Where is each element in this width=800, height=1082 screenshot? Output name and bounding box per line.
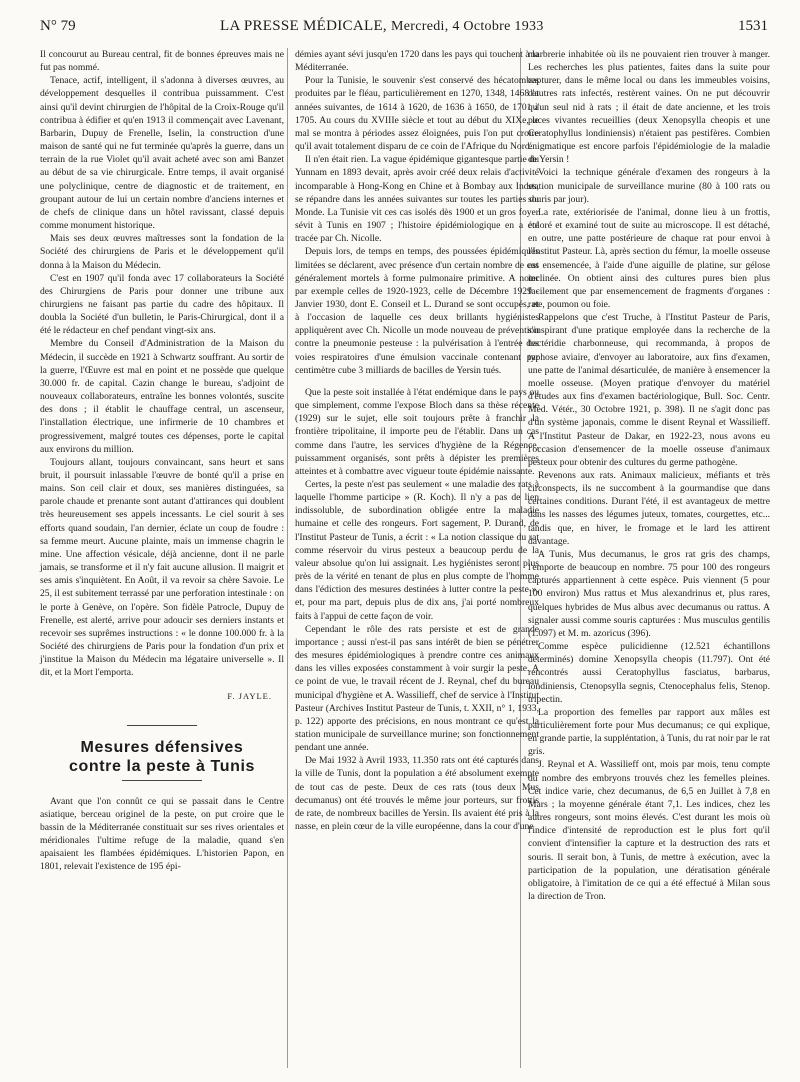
article-title [40,738,284,776]
column-2 [295,48,539,833]
paragraph: Pour la Tunisie, le souvenir s'est conservé des hécatombes produites par le fléau, particulièrement en 1270, 1348, 1468 et années suivantes, de 1614 à 1620, de 1636 à 1650, de 1701 à 1705. Au cours du XVIIIe siècle et tout au début du XIXe, le mal se montra à périodes assez éloignées, puis l'on put croire qu'il avait totalement disparu de ce coin de l'Afrique du Nord. [295,75,539,153]
column-divider [287,48,288,1068]
issue-number: N° 79 [40,18,76,34]
paragraph: Il concourut au Bureau central, fit de bonnes épreuves mais ne fut pas nommé. [40,49,284,74]
paragraph: Depuis lors, de temps en temps, des poussées épidémiques limitées se déclarent, avec présence d'un certain nombre de cas généralement mortels à forme pulmonaire primitive. A noter par exemple celles de 1920-1923, celle de Décembre 1929 - Janvier 1930, dont E. Conseil et L. Durand se sont occupés, et à l'occasion de laquelle ces deux brillants hygiénistes appliquèrent avec Ch. Nicolle un mode nouveau de prévention contre la pneumonie pesteuse : la pulvérisation à l'entrée des voies respiratoires d'une émulsion vaccinale contenant par centimètre cube 3 milliards de bacilles de Yersin tués. [295,246,539,376]
paragraph: marbrerie inhabitée où ils ne pouvaient rien trouver à manger. Les recherches les plus patientes, faites dans la suite pour capturer, dans le même local ou dans les immeubles voisins, d'autres rats infectés, restèrent vaines. On ne put découvrir qu'un seul nid à rats ; il était de date ancienne, et les trois puces vivantes recueillies (deux Xenopsylla cheopis et une Ceratophyllus londiniensis) n'étaient pas pestifères. Combien énigmatique est encore parfois l'épidémiologie de la maladie de Yersin ! [528,49,770,166]
section-separator [127,725,197,726]
paragraph: A Tunis, Mus decumanus, le gros rat gris des champs, l'emporte de beaucoup en nombre. 75 pour 100 des rongeurs capturés appartiennent à cette espèce. Puis viennent (5 pour 100 environ) Mus rattus et Mus alexandrinus et, plus rares, quelques hybrides de Mus albus avec decumanus ou rattus. A signaler aussi comme souris capturées : Mus musculus gentilis (1.097) et M. m. azoricus (396). [528,548,770,639]
paragraph: Revenons aux rats. Animaux malicieux, méfiants et très circonspects, ils ne succombent à la gourmandise que dans certaines conditions. Durant l'été, il est avantageux de mettre dans les nasses des légumes juteux, tomates, courgettes, etc... tandis que, en hiver, le fromage et le lard les attirent davantage. [528,470,770,547]
paragraph: La rate, extériorisée de l'animal, donne lieu à un frottis, coloré et examiné tout de suite au microscope. Il est détaché, en outre, une patte postérieure de chaque rat pour envoi à l'Institut Pasteur. Là, après section du fémur, la moelle osseuse est ensemencée, à l'aide d'une aiguille de platine, sur gélose inclinée. On obtient ainsi des cultures pures bien plus facilement que par ensemencement de fragments d'organes : rate, poumon ou foie. [528,206,770,310]
paragraph: Avant que l'on connût ce qui se passait dans le Centre asiatique, berceau originel de la peste, on put croire que le bassin de la Méditerranée constituait sur ses rives orientales et méridionales l'ultime refuge de la maladie, quand s'en apaisaient les flambées épidémiques. L'historien Papon, en 1801, relevait l'existence de 195 épi- [40,795,284,873]
paragraph: Il n'en était rien. La vague épidémique gigantesque partie du Yunnam en 1893 devait, après avoir créé deux relais d'activité incomparable à Hong-Kong en Chine et à Bombay aux Indes, se répandre dans les années suivantes sur toutes les parties du Monde. La Tunisie vit ces cas isolés dès 1900 et un gros foyer sévit à Tunis en 1907 ; l'histoire épidémiologique en a été tracée par Ch. Nicolle. [295,154,539,245]
paragraph: Tenace, actif, intelligent, il s'adonna à diverses œuvres, au développement desquelles il contribua puissamment. C'est ainsi qu'il devint chirurgien de l'hôpital de la Croix-Rouge qu'il contribua à édifier et qu'en 1913 il commençait avec Lavenant, Barbarin, Dupuy de Frenelle, Iselin, la construction d'une maison de santé qui ne fut terminée qu'après la guerre, dans un terrain de la rue Violet qu'il avait acheté avec son ami Banzet au début de sa vie chirurgicale. Entre temps, il avait organisé une polyclinique, centre de diagnostic et de traitement, en groupant autour de lui un certain nombre d'anciens internes et de chefs de clinique dans un hôtel ravissant, classé depuis comme monument historique. [40,75,284,232]
paragraph: Voici la technique générale d'examen des rongeurs à la station municipale de surveillance murine (80 à 100 rats ou souris par jour). [528,167,770,205]
column-3 [528,48,770,903]
paragraph: C'est en 1907 qu'il fonda avec 17 collaborateurs la Société des Chirurgiens de Paris pour donner une tribune aux chirurgiens ne faisant pas partie du cadre des hôpitaux. Il doubla la Société d'un bulletin, le Paris-Chirurgical, dont il a été le rédacteur en chef pendant vingt-six ans. [40,272,284,337]
paragraph: Toujours allant, toujours convaincant, sans heurt et sans bruit, il poursuit inlassable l'œuvre de bonté qu'il a prise en mains. Son ceil clair et doux, ses manières distinguées, sa parole chaude et prenante sont autant d'attirances qui doublent très heureusement ses appels incessants. Le ciel sourit à ses efforts quand soudain, l'an dernier, éclate un coup de foudre : sa femme meurt. Aucune plainte, mais un immense chagrin le mine. Une affection vésicale, déjà ancienne, dont il ne parle jamais, se transforme et il n'y fait aucune allusion. Il maigrit et ses amis s'inquiètent. En Août, il va revoir sa chère Savoie. Le 25, il est subitement terrassé par une perforation intestinale : on le porte à Genève, on l'opère. Son fidèle Patrocle, Dupuy de Frenelle, est alerté, arrive pour adoucir ses derniers instants et recevoir ses suprêmes instructions : « le donne 100.000 fr. à la Société des chirurgiens de Paris pour la fondation d'un prix et j'institue la Maison du Médecin ma légataire universelle ». Il dit, et la Mort l'emporta. [40,456,284,679]
paragraph: La proportion des femelles par rapport aux mâles est particulièrement forte pour Mus decumanus; ce qui explique, en grande partie, la suppléntation, à Tunis, du rat noir par le rat gris. [528,706,770,758]
paragraph: Que la peste soit installée à l'état endémique dans le pays ou que simplement, comme l'expose Bloch dans sa thèse récente (1929) sur le sujet, elle soit toujours prête à franchir la frontière tripolitaine, il importe peu de l'établir. Dans un cas comme dans l'autre, les services d'hygiène de la Régence, puissamment organisés, sont prêts à dépister les premières atteintes et à combattre avec vigueur toute épidémie naissante. [295,386,539,477]
paragraph: J. Reynal et A. Wassilieff ont, mois par mois, tenu compte du nombre des embryons trouvés chez les femelles pleines. Cet indice varie, chez decumanus, de 6,5 en Juillet à 7,8 en Mars ; la moyenne générale étant 7,1. Les indices, chez les autres rongeurs, sont moins élevés. C'est durant les mois où l'indice d'intensité de reproduction est le plus fort qu'il convient d'intensifier la capture et la destruction des rats et souris. Il serait bon, à Tunis, de mettre à exécution, avec la participation de la population, une dératisation générale obligatoire, à l'imitation de ce qui a été effectué à Milan sous la direction de Tron. [528,759,770,902]
journal-name: LA PRESSE MÉDICALE, [220,18,387,34]
title-underline [122,780,202,781]
paragraph: De Mai 1932 à Avril 1933, 11.350 rats ont été capturés dans la ville de Tunis, dont la population a été absolument exempte de tout cas de peste. Deux de ces rats (tous deux Mus decumanus) ont été trouvés le même jour porteurs, sur frottis de rate, de nombreux bacilles de Yersin. Ils avaient été pris à la nasse, en plein cœur de la ville européenne, dans la cour d'une [295,755,539,833]
paragraph: Rappelons que c'est Truche, à l'Institut Pasteur de Paris, s'inspirant d'une pratique employée dans la recherche de la bactéridie charbonneuse, qui recommanda, à propos de typhose aviaire, d'envoyer au laboratoire, aux fins d'examen, une patte de l'animal désarticulée, de manière à ensemencer la moelle osseuse. (Moyen pratique d'envoyer du matériel d'études aux fins d'examen bactériologique, Bull. Soc. Centr. Méd. Vétér., 30 Octobre 1921, p. 398). Il ne s'agit donc pas d'un système japonais, comme le disent Reynal et Wassilieff. A l'Institut Pasteur de Dakar, en 1922-23, nous avons eu l'occasion d'ensemencer de la moelle osseuse d'animaux pesteux pour obtenir des cultures du germe pathogène. [528,312,770,468]
paragraph: Mais ses deux œuvres maîtresses sont la fondation de la Société des chirurgiens de Paris et le développement qu'il donna à la Maison du Médecin. [40,233,284,271]
article-title-line: contre la peste à Tunis [69,757,255,775]
article-title-line: Mesures défensives [80,738,244,756]
journal-title [220,18,620,35]
paragraph: Membre du Conseil d'Administration de la Maison du Médecin, il succède en 1921 à Schwartz souffrant. Au sortir de la guerre, l'Œuvre est mal en point et ne possède que quelque 30.000 fr. de capital. Cazin change le bureau, s'adjoint de nouveaux collaborateurs, entraîne les bonnes volontés, suscite des dons ; il établit le chauffage central, un ascenseur, l'installation électrique, une infirmerie de 10 chambres et progressivement, malgré toutes ces dépenses, porte le capital aux environs du million. [40,338,284,455]
paragraph: Comme espèce pulicidienne (12.521 échantillons déterminés) domine Xenopsylla cheopis (11.797). Ont été rencontrés aussi Ceratophyllus fasciatus, barbarus, londiniensis, Ctenopsylla segnis, Ctenocephalus felis, Stenop. tripectin. [528,641,770,705]
paragraph: démies ayant sévi jusqu'en 1720 dans les pays qui touchent à la Méditerranée. [295,49,539,74]
paragraph: Cependant le rôle des rats persiste et est de grande importance ; aussi n'est-il pas sans intérêt de bien se pénétrer des mesures épidémiologiques à prendre contre ces animaux dans les villes exposées constamment à voir surgir la peste. A ce point de vue, le travail récent de J. Reynal, chef du bureau municipal d'hygiène et A. Wassilieff, chef de service à l'Institut Pasteur (Archives Institut Pasteur de Tunis, t. XXII, n° 1, 1933, p. 122) apporte des précisions, en nous montrant ce qu'est la station municipale de surveillance murine; son fonctionnement pendant une année. [295,623,539,754]
issue-date: Mercredi, 4 Octobre 1933 [391,19,544,34]
page-header [40,18,768,40]
paragraph: Certes, la peste n'est pas seulement « une maladie des rats à laquelle l'homme participe » (R. Koch). Il n'y a pas de lien indissoluble, de subordination obligée entre la maladie humaine et celle des rongeurs. Fort sagement, P. Durand, de l'Institut Pasteur de Tunis, a écrit : « La notion classique du rat comme réservoir du virus pesteux a beaucoup perdu de la valeur absolue qu'on lui assignait. Les hygiénistes seront plus près de la vérité en tenant de plus en plus compte de l'homme dans l'édiction des mesures destinées à lutter contre la peste », et, pour ma part, depuis plus de dix ans, j'ai porté nombreux faits à l'appui de cette façon de voir. [295,479,539,622]
page-number: 1531 [738,18,768,34]
author-signature: F. JAYLE. [227,690,272,701]
column-1 [40,48,284,874]
